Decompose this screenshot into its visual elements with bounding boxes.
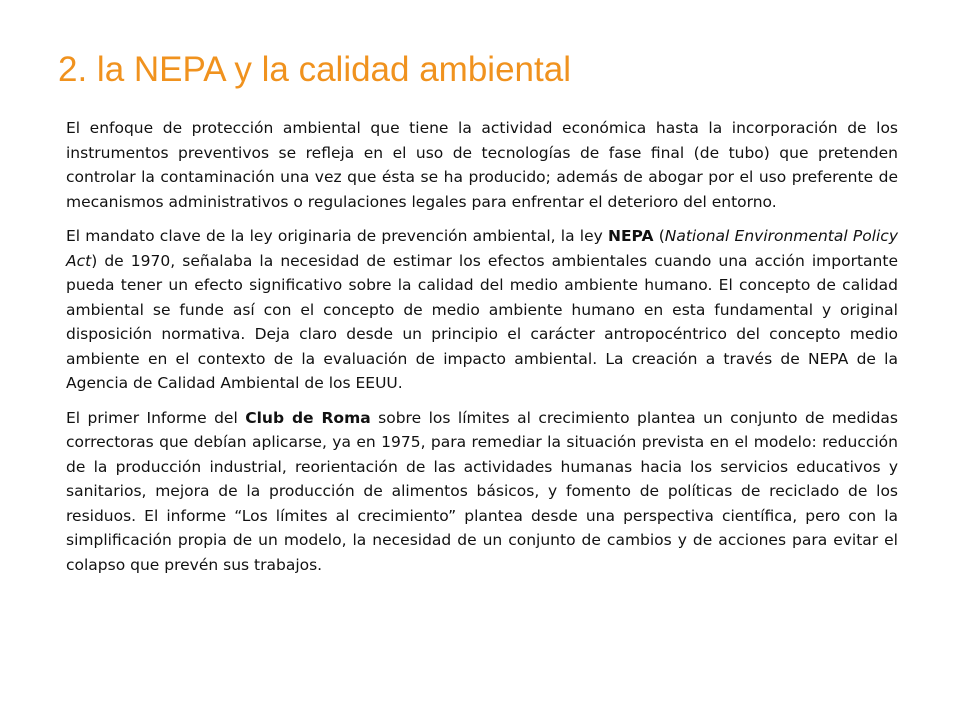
- slide-title: 2. la NEPA y la calidad ambiental: [58, 50, 571, 89]
- paragraph-2: [66, 224, 898, 396]
- paragraph-2-text-b: (: [653, 227, 665, 245]
- slide-body: [66, 116, 898, 587]
- paragraph-3: [66, 406, 898, 578]
- nepa-acronym: NEPA: [608, 227, 654, 245]
- paragraph-2-text-c: ) de 1970, señalaba la necesidad de estimar los efectos ambientales cuando una acción importante pueda tener un efecto significativo sobre la calidad del medio ambiente humano. El concepto de calidad ambiental se funde así con el concepto de medio ambiente humano en esta fundamental y original disposición normativa. Deja claro desde un principio el carácter antropocéntrico del concepto medio ambiente en el contexto de la evaluación de impacto ambiental. La creación a través de NEPA de la Agencia de Calidad Ambiental de los EEUU.: [66, 251, 898, 392]
- club-de-roma: Club de Roma: [245, 408, 371, 427]
- paragraph-3-text-b: sobre los límites al crecimiento plantea un conjunto de medidas correctoras que debían aplicarse, ya en 1975, para remediar la situación prevista en el modelo: reducción de la producción industrial, reorientación de las actividades humanas hacia los servicios educativos y sanitarios, mejora de la producción de alimentos básicos, y fomento de políticas de reciclado de los residuos. El informe “Los límites al crecimiento” plantea desde una perspectiva científica, pero con la simplificación propia de un modelo, la necesidad de un conjunto de cambios y de acciones para evitar el colapso que prevén sus trabajos.: [66, 408, 898, 574]
- paragraph-3-text-a: El primer Informe del: [66, 408, 246, 427]
- act-name: National Environmental Policy Act: [66, 227, 898, 270]
- paragraph-1: El enfoque de protección ambiental que tiene la actividad económica hasta la incorporación de los instrumentos preventivos se refleja en el uso de tecnologías de fase final (de tubo) que pretenden controlar la contaminación una vez que ésta se ha producido; además de abogar por el uso preferente de mecanismos administrativos o regulaciones legales para enfrentar el deterioro del entorno.: [66, 119, 898, 211]
- paragraph-2-text-a: El mandato clave de la ley originaria de prevención ambiental, la ley: [66, 227, 608, 245]
